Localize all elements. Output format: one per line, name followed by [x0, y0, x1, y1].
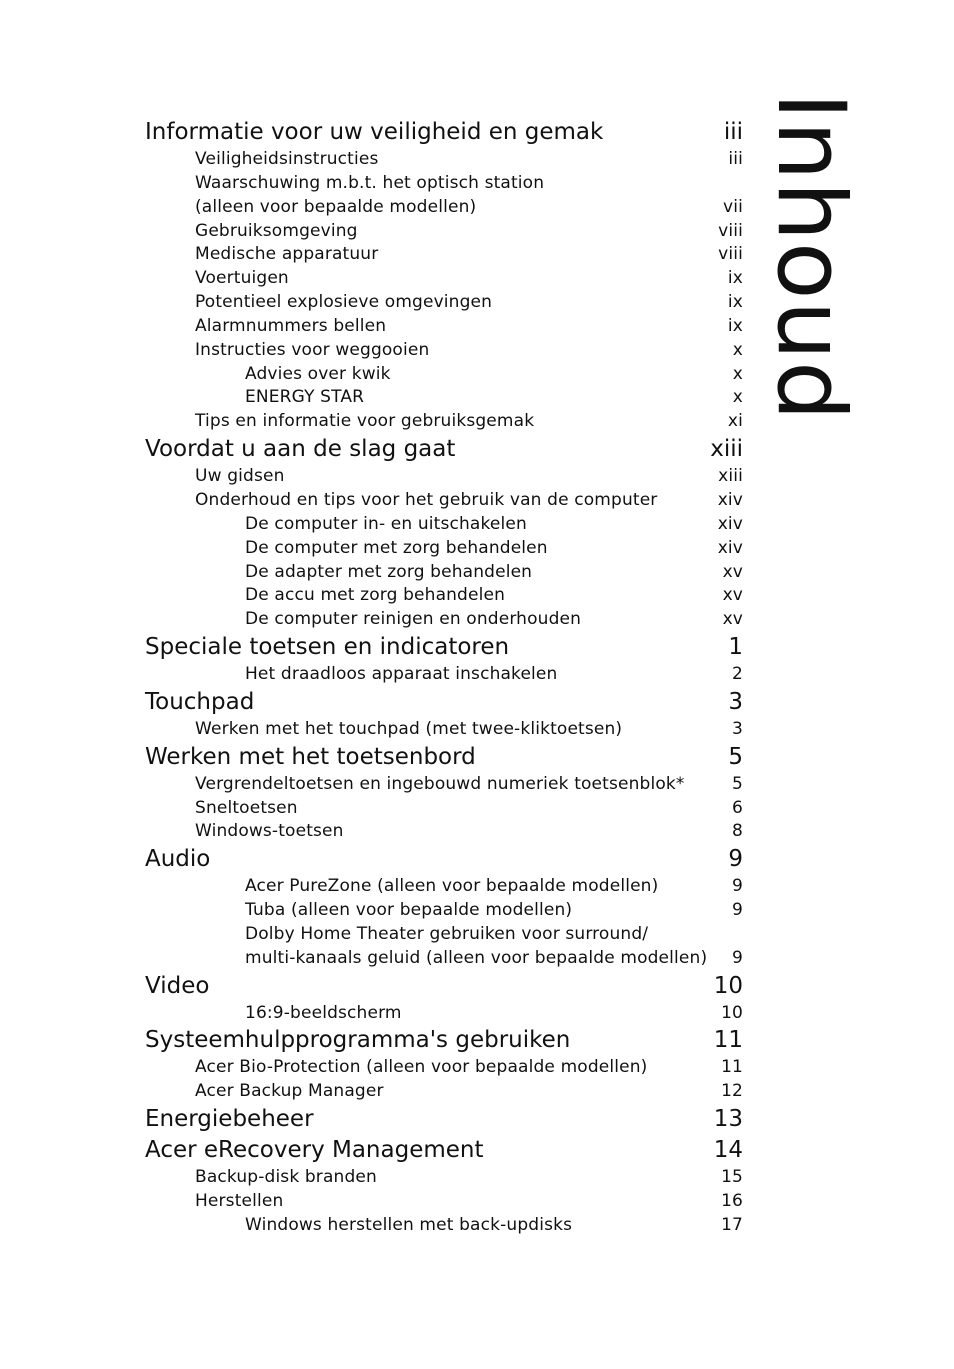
toc-entry-title: Sneltoetsen — [195, 797, 298, 818]
toc-entry-title: Uw gidsen — [195, 466, 285, 487]
toc-entry[interactable] — [145, 1002, 743, 1026]
toc-entry-title: Video — [145, 972, 210, 999]
toc-entry-title: Het draadloos apparaat inschakelen — [245, 664, 558, 685]
toc-entry-title: Alarmnummers bellen — [195, 315, 387, 336]
toc-entry[interactable] — [145, 797, 743, 821]
toc-page-number: 3 — [728, 688, 743, 715]
toc-entry-title: Voordat u aan de slag gaat — [145, 436, 456, 463]
toc-entry-title: Veiligheidsinstructies — [195, 149, 379, 169]
toc-entry[interactable] — [145, 339, 743, 363]
toc-entry-title: Herstellen — [195, 1191, 284, 1211]
toc-entry[interactable] — [145, 148, 743, 172]
toc-page-number: 15 — [721, 1167, 743, 1188]
toc-entry-title: Gebruiksomgeving — [195, 220, 358, 241]
toc-page-number: 13 — [713, 1106, 743, 1133]
toc-entry-title: ENERGY STAR — [245, 387, 365, 408]
toc-page-number: 16 — [721, 1191, 743, 1211]
toc-entry[interactable] — [145, 243, 743, 267]
toc-entry-title: Acer Bio-Protection (alleen voor bepaalde modellen) — [195, 1057, 648, 1078]
toc-entry[interactable] — [145, 410, 743, 434]
toc-entry-title: Energiebeheer — [145, 1106, 314, 1133]
toc-page-number: ix — [727, 315, 743, 336]
toc-page-number: 8 — [732, 821, 743, 842]
toc-entry-title: Backup-disk branden — [195, 1167, 377, 1188]
toc-page-number: 3 — [732, 718, 743, 739]
toc-entry-title: Systeemhulpprogramma's gebruiken — [145, 1027, 571, 1054]
toc-entry-title: Medische apparatuur — [195, 244, 379, 265]
toc-entry[interactable] — [145, 820, 743, 844]
toc-entry[interactable] — [145, 1190, 743, 1214]
toc-entry-title: Touchpad — [145, 688, 255, 715]
toc-entry[interactable] — [145, 1166, 743, 1190]
toc-page-number: x — [732, 387, 743, 408]
toc-entry-title: Informatie voor uw veiligheid en gemak — [145, 119, 604, 145]
toc-chapter[interactable] — [145, 1104, 743, 1135]
toc-entry[interactable] — [145, 386, 743, 410]
toc-entry[interactable] — [145, 489, 743, 513]
toc-entry[interactable] — [145, 172, 743, 196]
toc-page-number: viii — [718, 244, 743, 265]
toc-entry-title: Speciale toetsen en indicatoren — [145, 634, 510, 661]
toc-entry-title: Windows-toetsen — [195, 821, 344, 842]
toc-entry[interactable] — [145, 363, 743, 387]
toc-page-number: xiii — [710, 436, 743, 463]
toc-entry-title: Werken met het toetsenbord — [145, 743, 476, 770]
toc-entry-title: Tuba (alleen voor bepaalde modellen) — [245, 900, 573, 921]
toc-page-number: iii — [723, 119, 743, 145]
toc-page-number: 14 — [713, 1137, 743, 1164]
toc-entry[interactable] — [145, 315, 743, 339]
table-of-contents — [145, 117, 743, 1238]
toc-entry-title: Dolby Home Theater gebruiken voor surround/ — [245, 923, 649, 944]
toc-entry[interactable] — [145, 513, 743, 537]
toc-page-number: 9 — [732, 900, 743, 921]
toc-entry[interactable] — [145, 267, 743, 291]
toc-entry-title: Acer Backup Manager — [195, 1081, 384, 1102]
toc-page-number: ix — [727, 292, 743, 313]
toc-entry-title: multi-kanaals geluid (alleen voor bepaalde modellen) — [245, 947, 708, 968]
toc-entry-title: 16:9-beeldscherm — [245, 1002, 402, 1023]
toc-entry[interactable] — [145, 291, 743, 315]
toc-chapter[interactable] — [145, 844, 743, 875]
toc-page-number: viii — [718, 220, 743, 241]
toc-chapter[interactable] — [145, 632, 743, 663]
toc-chapter[interactable] — [145, 687, 743, 718]
toc-page-number: xv — [722, 561, 743, 582]
toc-entry-title: (alleen voor bepaalde modellen) — [195, 196, 477, 217]
toc-entry-title: De computer reinigen en onderhouden — [245, 609, 582, 630]
toc-page-number: 9 — [728, 846, 743, 873]
toc-page-number: 9 — [732, 876, 743, 897]
toc-page-number: 9 — [732, 947, 743, 968]
toc-page-number: 2 — [732, 664, 743, 685]
toc-entry-title: De computer in- en uitschakelen — [245, 513, 527, 534]
toc-entry[interactable] — [145, 561, 743, 585]
side-title: Inhoud — [756, 92, 865, 422]
toc-entry[interactable] — [145, 1056, 743, 1080]
toc-page-number: xi — [727, 411, 743, 432]
toc-entry-title: Onderhoud en tips voor het gebruik van de computer — [195, 489, 658, 510]
toc-entry-title: Tips en informatie voor gebruiksgemak — [195, 411, 535, 432]
toc-entry-title: Audio — [145, 846, 211, 873]
toc-page-number: xiv — [717, 513, 743, 534]
toc-page-number: 10 — [721, 1002, 743, 1023]
toc-page-number: iii — [728, 149, 743, 169]
toc-entry-title: Acer eRecovery Management — [145, 1137, 484, 1164]
toc-chapter[interactable] — [145, 971, 743, 1002]
toc-chapter[interactable] — [145, 1135, 743, 1166]
toc-entry-title: Waarschuwing m.b.t. het optisch station — [195, 172, 545, 193]
toc-page-number: ix — [727, 268, 743, 289]
side-title-box — [756, 92, 865, 422]
toc-entry[interactable] — [145, 923, 743, 947]
toc-page-number: vii — [723, 196, 743, 217]
toc-entry[interactable] — [145, 196, 743, 220]
toc-entry[interactable] — [145, 537, 743, 561]
toc-page-number: xiii — [718, 466, 743, 487]
toc-entry[interactable] — [145, 663, 743, 687]
toc-entry-title: Advies over kwik — [245, 363, 391, 384]
toc-entry-title: Potentieel explosieve omgevingen — [195, 292, 493, 313]
toc-entry-title: Acer PureZone (alleen voor bepaalde modellen) — [245, 876, 659, 897]
toc-chapter[interactable] — [145, 1025, 743, 1056]
toc-entry[interactable] — [145, 773, 743, 797]
toc-entry[interactable] — [145, 899, 743, 923]
toc-entry[interactable] — [145, 718, 743, 742]
toc-page-number: 12 — [721, 1081, 743, 1102]
toc-entry-title: Windows herstellen met back-updisks — [245, 1214, 573, 1235]
toc-entry[interactable] — [145, 584, 743, 608]
toc-entry[interactable] — [145, 1080, 743, 1104]
toc-entry[interactable] — [145, 608, 743, 632]
toc-page-number: xiv — [717, 489, 743, 510]
toc-page-number: xiv — [717, 537, 743, 558]
toc-page-number: 5 — [728, 743, 743, 770]
toc-entry[interactable] — [145, 947, 743, 971]
toc-page-number: 6 — [732, 797, 743, 818]
toc-page-number: 17 — [721, 1214, 743, 1235]
toc-entry[interactable] — [145, 875, 743, 899]
toc-entry-title: De accu met zorg behandelen — [245, 585, 506, 606]
toc-page-number: 11 — [721, 1057, 743, 1078]
toc-page-number: xv — [722, 585, 743, 606]
toc-page-number: 10 — [713, 972, 743, 999]
toc-chapter[interactable] — [145, 117, 743, 148]
toc-entry[interactable] — [145, 1214, 743, 1238]
toc-page-number: 1 — [728, 634, 743, 661]
toc-page-number: x — [732, 363, 743, 384]
toc-page-number: 5 — [732, 773, 743, 794]
toc-entry-title: De computer met zorg behandelen — [245, 537, 548, 558]
toc-entry[interactable] — [145, 220, 743, 244]
toc-page-number: xv — [722, 609, 743, 630]
toc-entry-title: Werken met het touchpad (met twee-kliktoetsen) — [195, 718, 623, 739]
toc-entry[interactable] — [145, 465, 743, 489]
toc-entry-title: Voertuigen — [195, 268, 289, 289]
toc-entry-title: De adapter met zorg behandelen — [245, 561, 533, 582]
toc-page-number: x — [732, 339, 743, 360]
toc-chapter[interactable] — [145, 434, 743, 465]
toc-entry-title: Vergrendeltoetsen en ingebouwd numeriek toetsenblok* — [195, 773, 685, 794]
toc-chapter[interactable] — [145, 742, 743, 773]
toc-entry-title: Instructies voor weggooien — [195, 339, 430, 360]
toc-page-number: 11 — [713, 1027, 743, 1054]
